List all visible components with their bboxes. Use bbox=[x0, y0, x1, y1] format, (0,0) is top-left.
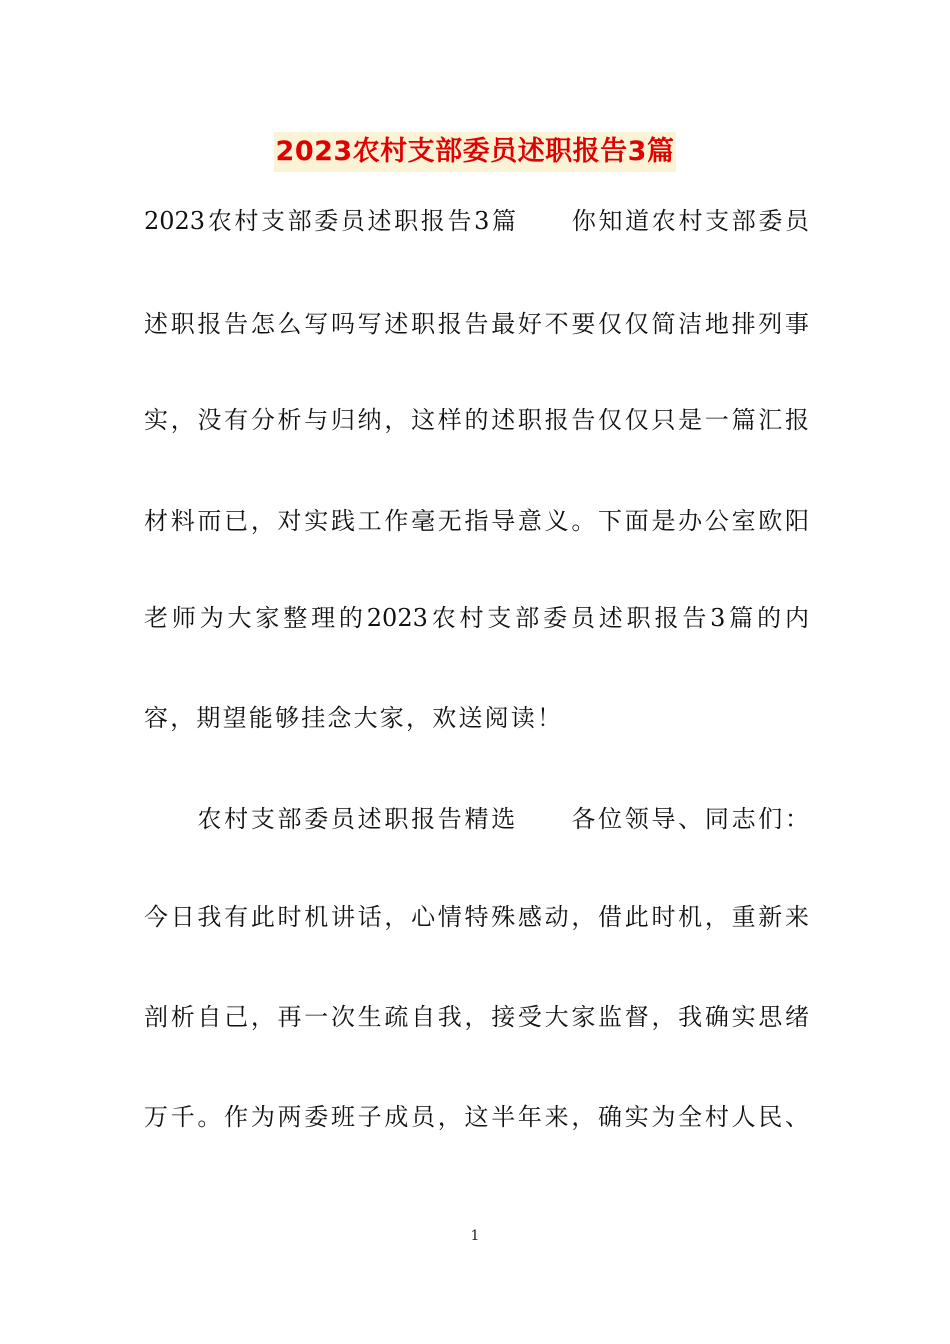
body-line: 实，没有分析与归纳，这样的述职报告仅仅只是一篇汇报 bbox=[144, 406, 809, 434]
body-line: 2023农村支部委员述职报告3篇 你知道农村支部委员 bbox=[144, 207, 809, 235]
body-line: 剖析自己，再一次生疏自我，接受大家监督，我确实思绪 bbox=[144, 1003, 809, 1031]
body-line: 万千。作为两委班子成员，这半年来，确实为全村人民、 bbox=[144, 1103, 809, 1131]
body-line: 材料而已，对实践工作毫无指导意义。下面是办公室欧阳 bbox=[144, 507, 809, 535]
title-container bbox=[0, 132, 950, 172]
body-line: 述职报告怎么写吗写述职报告最好不要仅仅简洁地排列事 bbox=[144, 310, 809, 338]
body-line: 今日我有此时机讲话，心情特殊感动，借此时机，重新来 bbox=[144, 903, 809, 931]
body-line: 容，期望能够挂念大家，欢送阅读！ bbox=[144, 704, 564, 732]
body-line: 农村支部委员述职报告精选 各位领导、同志们： bbox=[144, 805, 809, 833]
document-title: 2023农村支部委员述职报告3篇 bbox=[274, 132, 677, 172]
body-line: 老师为大家整理的2023农村支部委员述职报告3篇的内 bbox=[144, 604, 809, 632]
page-number: 1 bbox=[470, 1228, 480, 1244]
